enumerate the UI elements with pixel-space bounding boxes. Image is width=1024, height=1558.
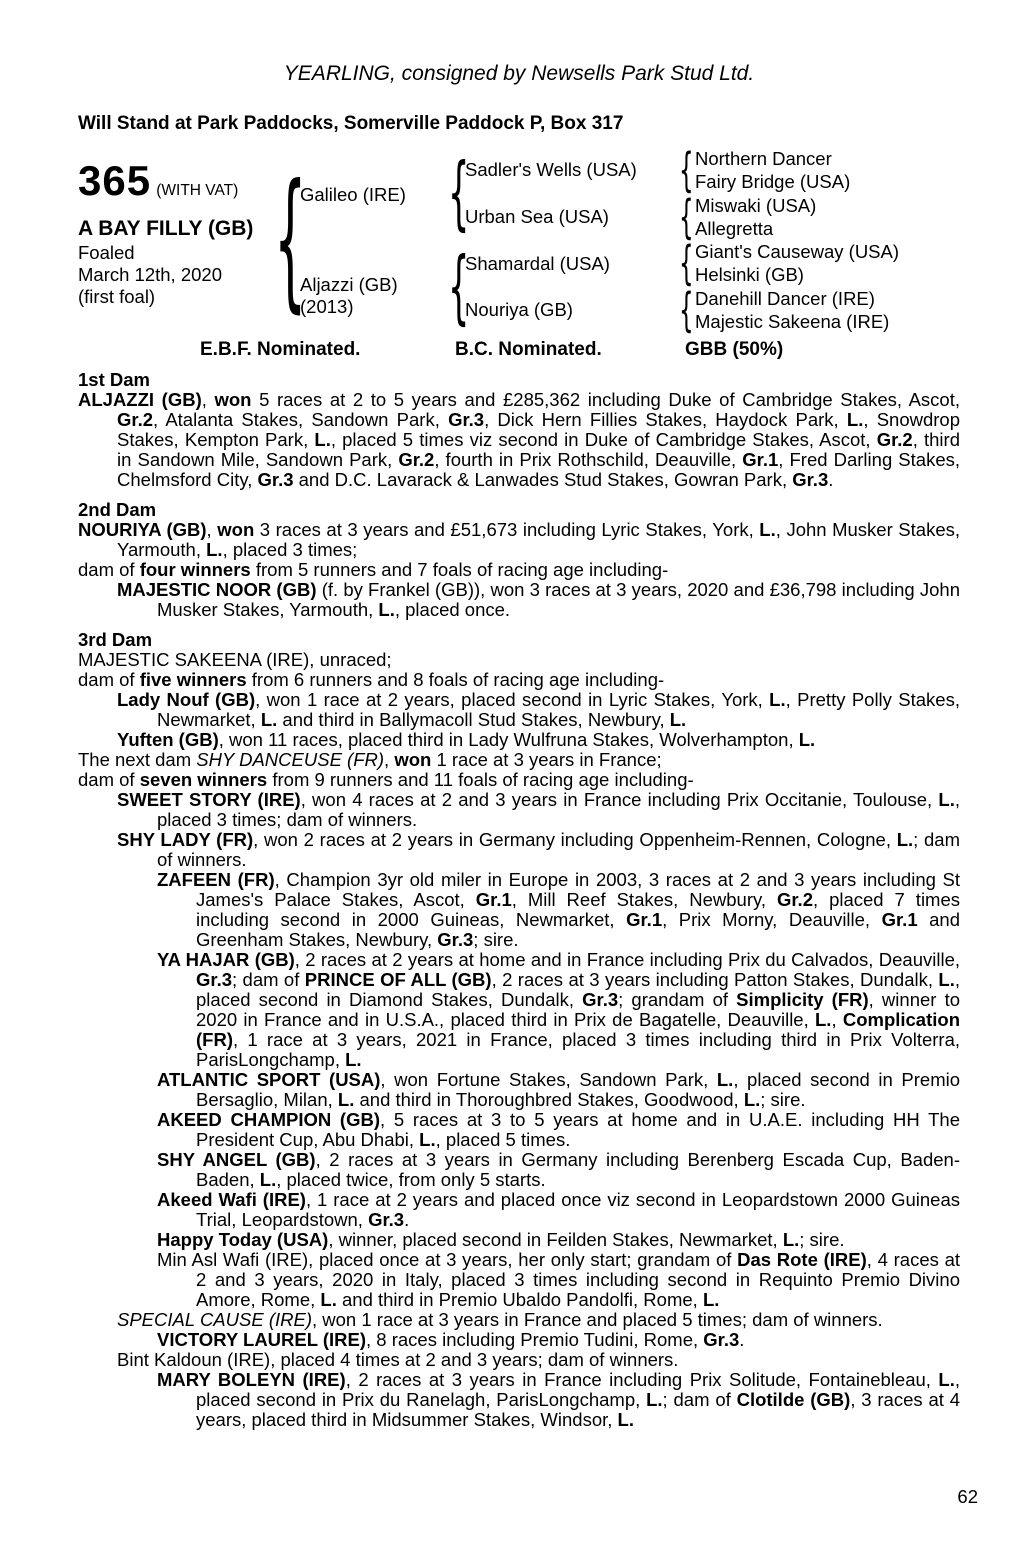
sire-name: Galileo (IRE) xyxy=(300,184,406,205)
pedigree-brace-icon xyxy=(679,194,694,240)
stand-location: Will Stand at Park Paddocks, Somerville Paddock P, Box 317 xyxy=(78,113,624,134)
catalog-paragraph: The next dam SHY DANCEUSE (FR), won 1 race at 3 years in France; xyxy=(78,749,662,770)
lot-header xyxy=(78,159,238,203)
gbb-nomination: GBB (50%) xyxy=(685,339,784,360)
catalog-paragraph: NOURIYA (GB), won 3 races at 3 years and £51,673 including Lyric Stakes, York, L., John Musker Stakes, Yarmouth, L., placed 3 times; xyxy=(78,519,960,560)
granddam-name: Urban Sea (USA) xyxy=(465,206,609,227)
catalog-paragraph: VICTORY LAUREL (IRE), 8 races including Premio Tudini, Rome, Gr.3. xyxy=(157,1329,745,1350)
granddam-name: Nouriya (GB) xyxy=(465,299,573,320)
dam-section-heading: 2nd Dam xyxy=(78,499,157,520)
catalog-paragraph: Lady Nouf (GB), won 1 race at 2 years, placed second in Lyric Stakes, York, L., Pretty Polly Stakes, Newmarket, L. and third in Ballymacoll Stud Stakes, Newbury, L. xyxy=(117,689,960,730)
catalog-paragraph: Yuften (GB), won 11 races, placed third in Lady Wulfruna Stakes, Wolverhampton, L. xyxy=(117,729,816,750)
catalog-paragraph: MARY BOLEYN (IRE), 2 races at 3 years in France including Prix Solitude, Fontainebleau, L., placed second in Prix du Ranelagh, ParisLongchamp, L.; dam of Clotilde (GB), 3 races at 4 years, placed third in Midsummer Stakes, Windsor, L. xyxy=(157,1369,961,1430)
great-grandparent-name: Northern Dancer xyxy=(695,148,832,169)
catalog-body xyxy=(78,370,960,1430)
foaled-label: Foaled xyxy=(78,242,135,263)
catalog-paragraph: dam of four winners from 5 runners and 7 foals of racing age including- xyxy=(78,559,669,580)
lot-number: 365 xyxy=(78,157,152,204)
catalog-paragraph: dam of seven winners from 9 runners and 11 foals of racing age including- xyxy=(78,769,694,790)
great-grandparent-name: Giant's Causeway (USA) xyxy=(695,241,900,262)
pedigree-chart xyxy=(78,147,960,333)
catalog-paragraph: Min Asl Wafi (IRE), placed once at 3 years, her only start; grandam of Das Rote (IRE), 4 races at 2 and 3 years, 2020 in Italy, placed 3 times including second in Requinto Premio Divino Amore, Rome, L. and third in Premio Ubaldo Pandolfi, Rome, L. xyxy=(157,1249,961,1310)
catalog-paragraph: ALJAZZI (GB), won 5 races at 2 to 5 years and £285,362 including Duke of Cambridge Stakes, Ascot, Gr.2, Atalanta Stakes, Sandown Park, Gr.3, Dick Hern Fillies Stakes, Haydock Park, L., Snowdrop Stakes, Kempton Park, L., placed 5 times viz second in Duke of Cambridge Stakes, Ascot, Gr.2, third in Sandown Mile, Sandown Park, Gr.2, fourth in Prix Rothschild, Deauville, Gr.1, Fred Darling Stakes, Chelmsford City, Gr.3 and D.C. Lavarack & Lanwades Stud Stakes, Gowran Park, Gr.3. xyxy=(78,389,961,490)
page-number: 62 xyxy=(957,1486,978,1507)
dam-section-heading: 3rd Dam xyxy=(78,629,153,650)
ebf-nomination: E.B.F. Nominated. xyxy=(200,339,361,360)
bc-nomination: B.C. Nominated. xyxy=(455,339,602,360)
foaled-date: March 12th, 2020 xyxy=(78,264,222,285)
nominations-row xyxy=(78,339,960,360)
dam-section-heading: 1st Dam xyxy=(78,369,150,390)
catalog-paragraph: AKEED CHAMPION (GB), 5 races at 3 to 5 years at home and in U.A.E. including HH The President Cup, Abu Dhabi, L., placed 5 times. xyxy=(157,1109,960,1150)
catalog-paragraph: MAJESTIC SAKEENA (IRE), unraced; xyxy=(78,649,392,670)
great-grandparent-name: Danehill Dancer (IRE) xyxy=(695,288,875,309)
catalog-paragraph: dam of five winners from 6 runners and 8 foals of racing age including- xyxy=(78,669,665,690)
great-grandparent-name: Miswaki (USA) xyxy=(695,195,817,216)
catalog-paragraph: Bint Kaldoun (IRE), placed 4 times at 2 and 3 years; dam of winners. xyxy=(117,1349,679,1370)
horse-description: A BAY FILLY (GB) xyxy=(78,217,254,240)
catalog-paragraph: ZAFEEN (FR), Champion 3yr old miler in Europe in 2003, 3 races at 2 and 3 years including St James's Palace Stakes, Ascot, Gr.1, Mill Reef Stakes, Newbury, Gr.2, placed 7 times including second in 2000 Guineas, Newmarket, Gr.1, Prix Morny, Deauville, Gr.1 and Greenham Stakes, Newbury, Gr.3; sire. xyxy=(157,869,961,950)
pedigree-brace-icon xyxy=(679,147,694,193)
catalog-paragraph: SWEET STORY (IRE), won 4 races at 2 and 3 years in France including Prix Occitanie, Toulouse, L., placed 3 times; dam of winners. xyxy=(117,789,960,830)
catalog-paragraph: MAJESTIC NOOR (GB) (f. by Frankel (GB)), won 3 races at 3 years, 2020 and £36,798 including John Musker Stakes, Yarmouth, L., placed once. xyxy=(117,579,960,620)
grandsire-name: Sadler's Wells (USA) xyxy=(465,159,637,180)
catalog-paragraph: YA HAJAR (GB), 2 races at 2 years at home and in France including Prix du Calvados, Deauville, Gr.3; dam of PRINCE OF ALL (GB), 2 races at 3 years including Patton Stakes, Dundalk, L., placed second in Diamond Stakes, Dundalk, Gr.3; grandam of Simplicity (FR), winner to 2020 in France and in U.S.A., placed third in Prix de Bagatelle, Deauville, L., Complication (FR), 1 race at 3 years, 2021 in France, placed 3 times including third in Prix Volterra, ParisLongchamp, L. xyxy=(157,949,961,1070)
great-grandparent-name: Majestic Sakeena (IRE) xyxy=(695,311,890,332)
foal-note: (first foal) xyxy=(78,286,156,307)
catalog-paragraph: SHY ANGEL (GB), 2 races at 3 years in Germany including Berenberg Escada Cup, Baden-Baden, L., placed twice, from only 5 starts. xyxy=(157,1149,960,1190)
vat-note: (WITH VAT) xyxy=(156,182,239,199)
catalog-paragraph: SHY LADY (FR), won 2 races at 2 years in Germany including Oppenheim-Rennen, Cologne, L.; dam of winners. xyxy=(117,829,960,870)
page-content xyxy=(78,0,960,1430)
catalog-paragraph: Akeed Wafi (IRE), 1 race at 2 years and placed once viz second in Leopardstown 2000 Guineas Trial, Leopardstown, Gr.3. xyxy=(157,1189,960,1230)
catalog-paragraph: ATLANTIC SPORT (USA), won Fortune Stakes, Sandown Park, L., placed second in Premio Bersaglio, Milan, L. and third in Thoroughbred Stakes, Goodwood, L.; sire. xyxy=(157,1069,961,1110)
catalog-paragraph: SPECIAL CAUSE (IRE), won 1 race at 3 years in France and placed 5 times; dam of winners. xyxy=(117,1309,883,1330)
dam-name: Aljazzi (GB) xyxy=(300,274,398,295)
dam-year: (2013) xyxy=(300,296,354,317)
catalog-paragraph: Happy Today (USA), winner, placed second in Feilden Stakes, Newmarket, L.; sire. xyxy=(157,1229,845,1250)
pedigree-brace-icon xyxy=(679,287,694,333)
pedigree-brace-icon xyxy=(679,240,694,286)
great-grandparent-name: Allegretta xyxy=(695,218,774,239)
great-grandparent-name: Helsinki (GB) xyxy=(695,264,804,285)
grandsire-name: Shamardal (USA) xyxy=(465,253,610,274)
page-title: YEARLING, consigned by Newsells Park Stud Ltd. xyxy=(283,62,755,85)
great-grandparent-name: Fairy Bridge (USA) xyxy=(695,171,851,192)
